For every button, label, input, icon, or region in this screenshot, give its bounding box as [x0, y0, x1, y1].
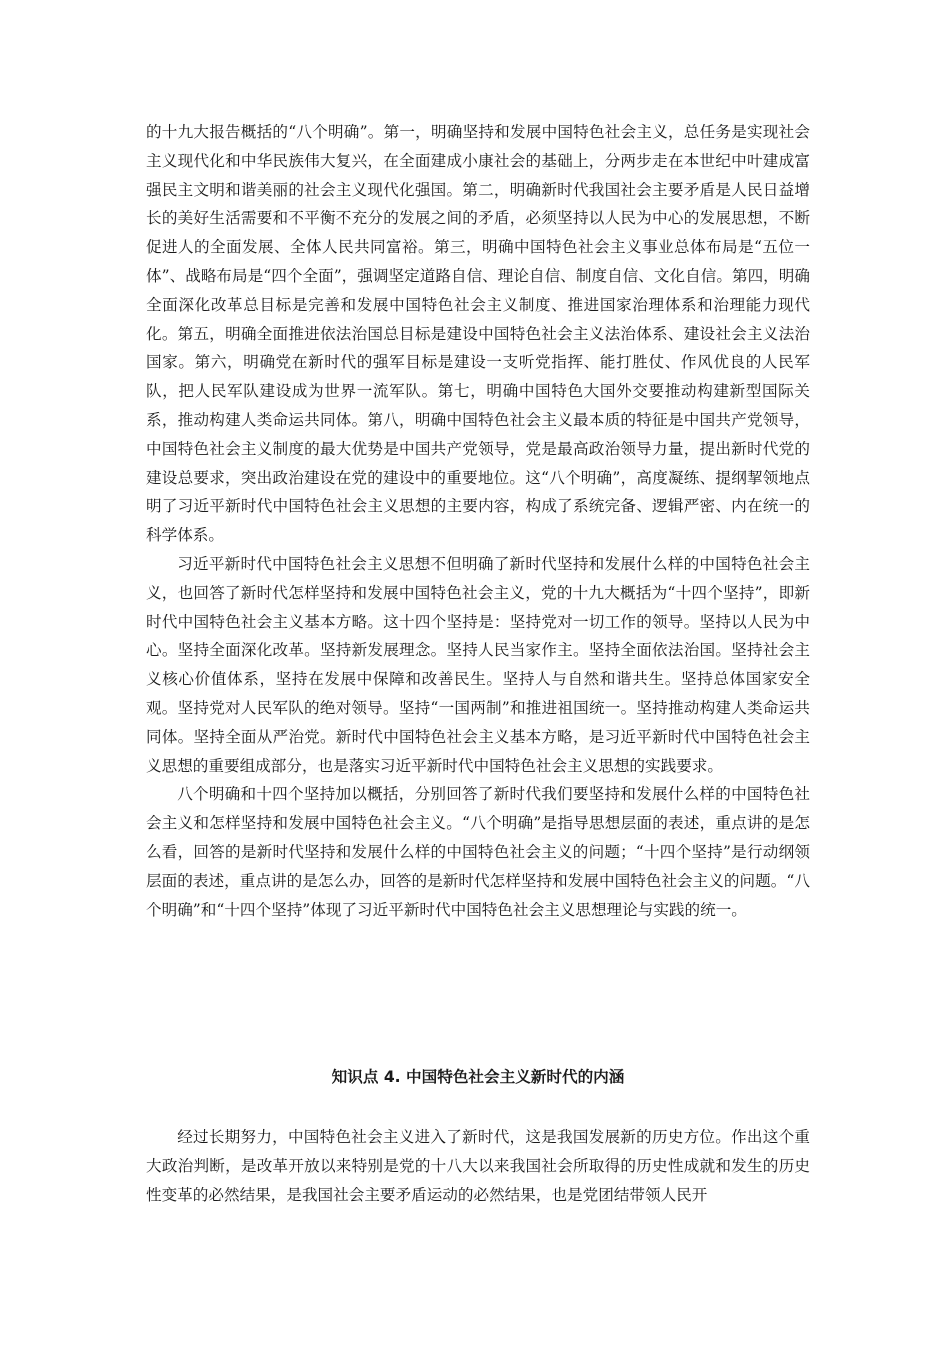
body-text-top [146, 118, 810, 924]
paragraph-fourteen-adherences: 习近平新时代中国特色社会主义思想不但明确了新时代坚持和发展什么样的中国特色社会主义，也回答了新时代怎样坚持和发展中国特色社会主义，党的十九大概括为“十四个坚持”，即新时代中国特色社会主义基本方略。这十四个坚持是：坚持党对一切工作的领导。坚持以人民为中心。坚持全面深化改革。坚持新发展理念。坚持人民当家作主。坚持全面依法治国。坚持社会主义核心价值体系，坚持在发展中保障和改善民生。坚持人与自然和谐共生。坚持总体国家安全观。坚持党对人民军队的绝对领导。坚持“一国两制”和推进祖国统一。坚持推动构建人类命运共同体。坚持全面从严治党。新时代中国特色社会主义基本方略，是习近平新时代中国特色社会主义思想的重要组成部分，也是落实习近平新时代中国特色社会主义思想的实践要求。 [146, 554, 810, 775]
body-text-bottom [146, 1123, 810, 1209]
paragraph-new-era: 经过长期努力，中国特色社会主义进入了新时代，这是我国发展新的历史方位。作出这个重大政治判断，是改革开放以来特别是党的十八大以来我国社会所取得的历史性成就和发生的历史性变革的必然结果，是我国社会主要矛盾运动的必然结果，也是党团结带领人民开 [146, 1128, 810, 1204]
paragraph-summary: 八个明确和十四个坚持加以概括，分别回答了新时代我们要坚持和发展什么样的中国特色社会主义和怎样坚持和发展中国特色社会主义。“八个明确”是指导思想层面的表述，重点讲的是怎么看，回答的是新时代坚持和发展什么样的中国特色社会主义的问题；“十四个坚持”是行动纲领层面的表述，重点讲的是怎么办，回答的是新时代怎样坚持和发展中国特色社会主义的问题。“八个明确”和“十四个坚持”体现了习近平新时代中国特色社会主义思想理论与实践的统一。 [146, 785, 810, 919]
section-heading: 知识点 4. 中国特色社会主义新时代的内涵 [331, 1068, 625, 1086]
paragraph-eight-clarifications: 的十九大报告概括的“八个明确”。第一，明确坚持和发展中国特色社会主义，总任务是实现社会主义现代化和中华民族伟大复兴，在全面建成小康社会的基础上，分两步走在本世纪中叶建成富强民主文明和谐美丽的社会主义现代化强国。第二，明确新时代我国社会主要矛盾是人民日益增长的美好生活需要和不平衡不充分的发展之间的矛盾，必须坚持以人民为中心的发展思想，不断促进人的全面发展、全体人民共同富裕。第三，明确中国特色社会主义事业总体布局是“五位一体”、战略布局是“四个全面”，强调坚定道路自信、理论自信、制度自信、文化自信。第四，明确全面深化改革总目标是完善和发展中国特色社会主义制度、推进国家治理体系和治理能力现代化。第五，明确全面推进依法治国总目标是建设中国特色社会主义法治体系、建设社会主义法治国家。第六，明确党在新时代的强军目标是建设一支听党指挥、能打胜仗、作风优良的人民军队，把人民军队建设成为世界一流军队。第七，明确中国特色大国外交要推动构建新型国际关系，推动构建人类命运共同体。第八，明确中国特色社会主义最本质的特征是中国共产党领导，中国特色社会主义制度的最大优势是中国共产党领导，党是最高政治领导力量，提出新时代党的建设总要求，突出政治建设在党的建设中的重要地位。这“八个明确”，高度凝练、提纲挈领地点明了习近平新时代中国特色社会主义思想的主要内容，构成了系统完备、逻辑严密、内在统一的科学体系。 [146, 123, 810, 545]
